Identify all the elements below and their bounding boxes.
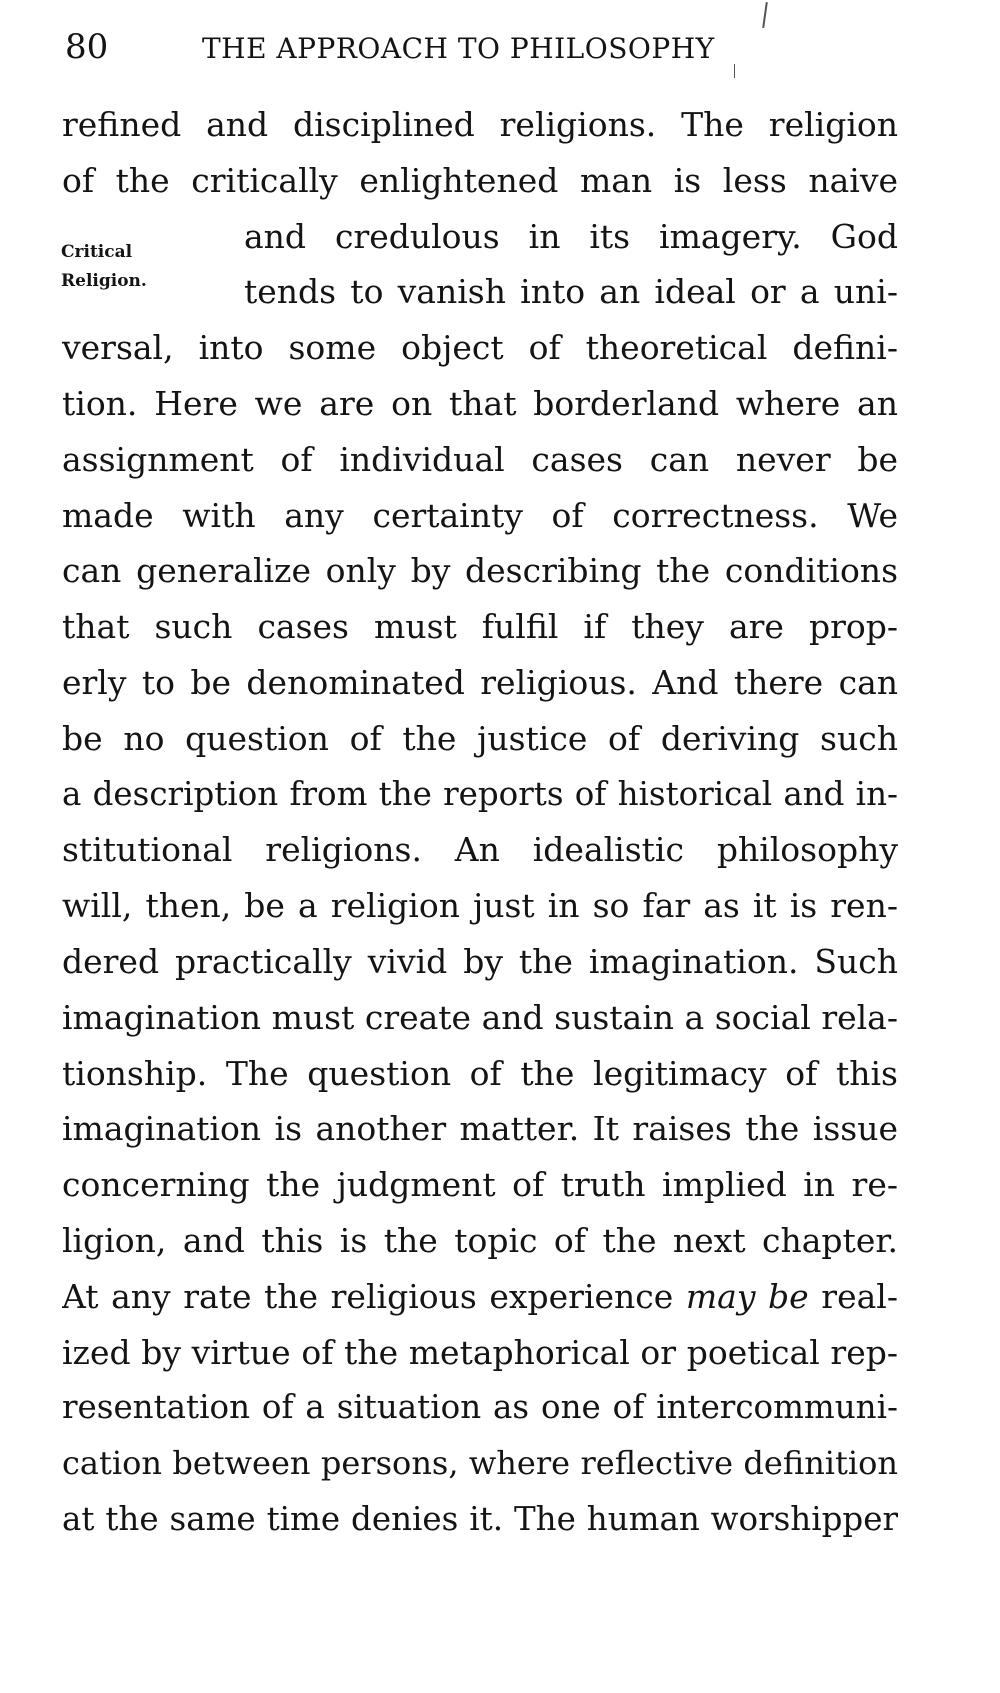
scan-mark: [734, 64, 735, 78]
text-line: tionship. The question of the legitimacy of this: [62, 1053, 898, 1093]
text-line: of the critically enlightened man is less naive: [62, 160, 898, 200]
margin-note-line: Religion.: [61, 271, 147, 291]
text-line: imagination is another matter. It raises the issue: [62, 1109, 898, 1149]
text-line: cation between persons, where reflective definition: [62, 1444, 898, 1483]
text-line: and credulous in its imagery. God: [244, 216, 898, 256]
page-number: 80: [65, 27, 109, 67]
text-line: will, then, be a religion just in so far as it is ren-: [62, 886, 898, 926]
text-line: tends to vanish into an ideal or a uni-: [244, 272, 898, 312]
text-line: versal, into some object of theoretical defini-: [62, 328, 898, 368]
text-line: imagination must create and sustain a social rela-: [62, 997, 898, 1037]
emphasized-text: may be: [685, 1276, 809, 1316]
margin-note-line: Critical: [61, 242, 133, 262]
text-line: resentation of a situation as one of intercommuni-: [62, 1388, 898, 1427]
page-header: [0, 22, 1000, 72]
text-line: a description from the reports of historical and in-: [62, 774, 898, 813]
text-line: can generalize only by describing the conditions: [62, 551, 898, 591]
body-text: [62, 97, 898, 1548]
text-line: at the same time denies it. The human worshipper: [62, 1499, 898, 1538]
text-line: refined and disciplined religions. The religion: [62, 105, 898, 144]
text-line: erly to be denominated religious. And there can: [62, 662, 898, 702]
text-line: ligion, and this is the topic of the next chapter.: [62, 1220, 898, 1260]
text-line: tion. Here we are on that borderland where an: [62, 383, 898, 423]
text-line: stitutional religions. An idealistic philosophy: [62, 830, 898, 870]
text-line: be no question of the justice of deriving such: [62, 718, 898, 758]
text-line: that such cases must fulfil if they are prop-: [62, 607, 898, 647]
text-line: assignment of individual cases can never be: [62, 439, 898, 479]
text-line: made with any certainty of correctness. We: [62, 495, 898, 535]
text-line: concerning the judgment of truth implied in re-: [62, 1165, 898, 1205]
text-line: dered practically vivid by the imagination. Such: [62, 941, 898, 981]
text-line-with-emphasis: [62, 1269, 898, 1325]
running-head: THE APPROACH TO PHILOSOPHY: [202, 32, 715, 65]
text-segment: real-: [821, 1276, 898, 1316]
text-segment: At any rate the religious experience: [62, 1276, 674, 1316]
text-line: ized by virtue of the metaphorical or poetical rep-: [62, 1332, 898, 1372]
